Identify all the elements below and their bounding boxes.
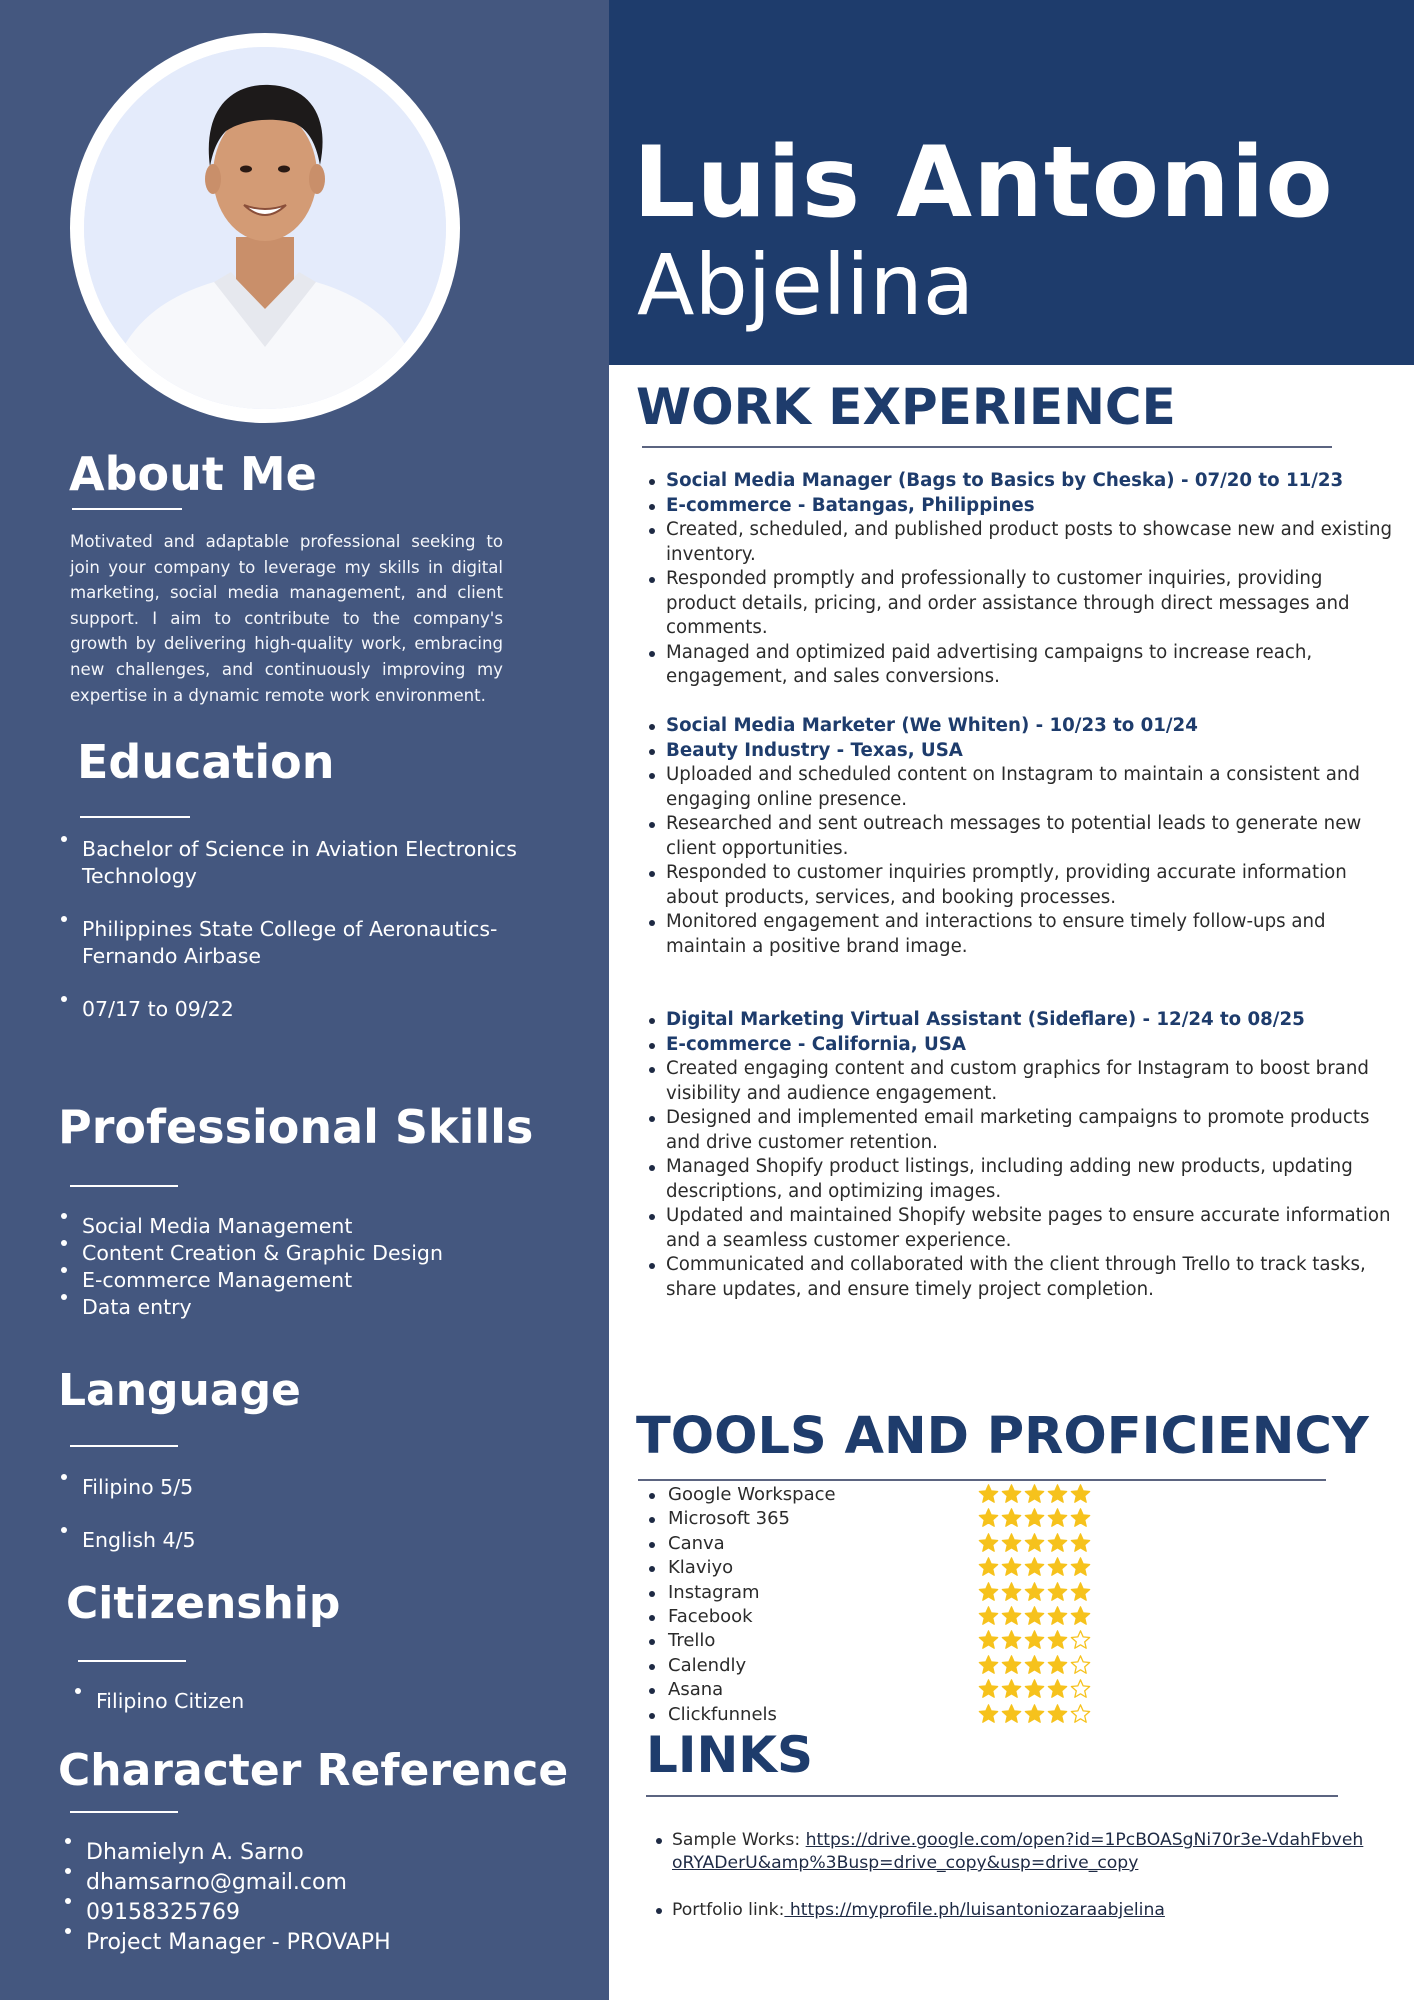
job-duty: Managed and optimized paid advertising campaigns to increase reach, engagement, and sales conversions. <box>646 641 1396 690</box>
rating-stars <box>977 1605 1092 1627</box>
profile-photo <box>84 47 446 409</box>
job-3 <box>646 1008 1396 1302</box>
tool-name: Klaviyo <box>668 1557 734 1579</box>
work-heading: WORK EXPERIENCE <box>636 378 1176 436</box>
tool-name: Facebook <box>668 1605 753 1627</box>
reference-heading: Character Reference <box>58 1745 569 1796</box>
star-filled-icon <box>1046 1678 1069 1700</box>
skills-rule <box>70 1185 178 1187</box>
star-filled-icon <box>977 1507 1000 1529</box>
tool-item <box>646 1507 836 1531</box>
job-duty: Responded to customer inquiries promptly, providing accurate information about products, services, and booking processes. <box>646 861 1386 910</box>
star-filled-icon <box>1000 1654 1023 1676</box>
education-item: 07/17 to 09/22 <box>58 996 578 1023</box>
tool-name: Instagram <box>668 1581 760 1603</box>
rating-stars <box>977 1507 1092 1529</box>
job-sector: Beauty Industry - Texas, USA <box>646 739 1386 764</box>
tool-name: Clickfunnels <box>668 1703 777 1725</box>
links-heading: LINKS <box>646 1726 814 1784</box>
star-filled-icon <box>1023 1654 1046 1676</box>
star-filled-icon <box>977 1556 1000 1578</box>
skill-item: Social Media Management <box>58 1213 578 1240</box>
job-sector: E-commerce - California, USA <box>646 1033 1396 1058</box>
star-filled-icon <box>1023 1483 1046 1505</box>
star-empty-icon <box>1069 1629 1092 1651</box>
tool-item <box>646 1532 836 1556</box>
tool-item <box>646 1703 836 1727</box>
star-empty-icon <box>1069 1654 1092 1676</box>
tool-item <box>646 1654 836 1678</box>
job-duty: Communicated and collaborated with the client through Trello to track tasks, share updates, and ensure timely project completion. <box>646 1253 1396 1302</box>
reference-name: Dhamielyn A. Sarno <box>62 1838 582 1868</box>
education-item: Philippines State College of Aeronautics- Fernando Airbase <box>58 916 578 970</box>
star-filled-icon <box>1046 1483 1069 1505</box>
job-title: Digital Marketing Virtual Assistant (Sideflare) - 12/24 to 08/25 <box>646 1008 1396 1033</box>
person-illustration <box>84 47 446 409</box>
star-filled-icon <box>1069 1483 1092 1505</box>
tool-item <box>646 1629 836 1653</box>
star-filled-icon <box>1069 1507 1092 1529</box>
reference-email: dhamsarno@gmail.com <box>62 1868 582 1898</box>
portfolio-item <box>672 1899 1372 1922</box>
tool-item <box>646 1483 836 1507</box>
star-filled-icon <box>1023 1581 1046 1603</box>
star-filled-icon <box>977 1629 1000 1651</box>
skill-item: E-commerce Management <box>58 1267 578 1294</box>
job-duty: Updated and maintained Shopify website pages to ensure accurate information and a seamless customer experience. <box>646 1204 1396 1253</box>
job-2 <box>646 714 1386 959</box>
name-header <box>609 0 1414 365</box>
rating-stars <box>977 1678 1092 1700</box>
citizenship-rule <box>78 1660 186 1662</box>
star-filled-icon <box>1023 1507 1046 1529</box>
tool-name: Trello <box>668 1630 716 1652</box>
star-filled-icon <box>1000 1483 1023 1505</box>
star-filled-icon <box>1023 1703 1046 1725</box>
star-filled-icon <box>1046 1556 1069 1578</box>
job-duty: Monitored engagement and interactions to ensure timely follow-ups and maintain a positive brand image. <box>646 910 1386 959</box>
star-filled-icon <box>1069 1581 1092 1603</box>
star-filled-icon <box>1069 1605 1092 1627</box>
skill-item: Data entry <box>58 1294 578 1321</box>
reference-phone: 09158325769 <box>62 1898 582 1928</box>
last-name: Abjelina <box>637 236 975 334</box>
star-empty-icon <box>1069 1703 1092 1725</box>
portfolio-label: Portfolio link: <box>672 1900 785 1920</box>
tool-item <box>646 1678 836 1702</box>
star-filled-icon <box>977 1654 1000 1676</box>
job-duty: Managed Shopify product listings, including adding new products, updating descriptions, and optimizing images. <box>646 1155 1396 1204</box>
tool-item <box>646 1605 836 1629</box>
education-heading: Education <box>77 735 335 789</box>
star-filled-icon <box>1023 1532 1046 1554</box>
language-item: English 4/5 <box>58 1527 578 1554</box>
reference-role: Project Manager - PROVAPH <box>62 1928 582 1958</box>
language-item: Filipino 5/5 <box>58 1474 578 1501</box>
first-name: Luis Antonio <box>633 126 1334 240</box>
tool-name: Asana <box>668 1679 724 1701</box>
star-filled-icon <box>1000 1605 1023 1627</box>
skills-list <box>58 1213 578 1321</box>
job-title: Social Media Marketer (We Whiten) - 10/23 to 01/24 <box>646 714 1386 739</box>
language-list <box>58 1474 578 1554</box>
star-filled-icon <box>977 1483 1000 1505</box>
work-rule <box>642 446 1332 448</box>
tools-list <box>646 1483 836 1727</box>
tool-name: Calendly <box>668 1654 747 1676</box>
star-empty-icon <box>1069 1678 1092 1700</box>
reference-list <box>62 1838 582 1958</box>
education-rule <box>80 816 190 818</box>
tool-name: Canva <box>668 1532 725 1554</box>
language-heading: Language <box>58 1365 301 1416</box>
skill-item: Content Creation & Graphic Design <box>58 1240 578 1267</box>
star-filled-icon <box>1046 1581 1069 1603</box>
job-duty: Researched and sent outreach messages to potential leads to generate new client opportunities. <box>646 812 1386 861</box>
job-duty: Designed and implemented email marketing campaigns to promote products and drive customer retention. <box>646 1106 1396 1155</box>
star-filled-icon <box>1046 1703 1069 1725</box>
education-list <box>58 836 578 1023</box>
star-filled-icon <box>1046 1654 1069 1676</box>
star-filled-icon <box>1000 1556 1023 1578</box>
tools-rule <box>638 1479 1326 1481</box>
links-list <box>672 1829 1372 1922</box>
job-duty: Responded promptly and professionally to customer inquiries, providing product details, pricing, and order assistance through direct messages and comments. <box>646 567 1396 641</box>
about-heading: About Me <box>69 447 317 501</box>
rating-stars <box>977 1532 1092 1554</box>
rating-stars <box>977 1629 1092 1651</box>
job-duty: Created engaging content and custom graphics for Instagram to boost brand visibility and audience engagement. <box>646 1057 1396 1106</box>
star-filled-icon <box>1046 1605 1069 1627</box>
rating-stars <box>977 1703 1092 1725</box>
citizenship-list <box>72 1688 572 1715</box>
star-filled-icon <box>1069 1556 1092 1578</box>
star-filled-icon <box>977 1581 1000 1603</box>
portfolio-link[interactable]: https://myprofile.ph/luisantoniozaraabjelina <box>784 1900 1165 1920</box>
job-title: Social Media Manager (Bags to Basics by Cheska) - 07/20 to 11/23 <box>646 469 1396 494</box>
about-rule <box>72 508 182 510</box>
star-filled-icon <box>1023 1629 1046 1651</box>
star-filled-icon <box>1023 1556 1046 1578</box>
job-sector: E-commerce - Batangas, Philippines <box>646 494 1396 519</box>
star-filled-icon <box>977 1703 1000 1725</box>
citizenship-heading: Citizenship <box>66 1578 341 1629</box>
sample-works-item <box>672 1829 1372 1875</box>
star-filled-icon <box>1046 1629 1069 1651</box>
star-filled-icon <box>1046 1507 1069 1529</box>
rating-stars <box>977 1581 1092 1603</box>
job-duty: Created, scheduled, and published product posts to showcase new and existing inventory. <box>646 518 1396 567</box>
tool-name: Microsoft 365 <box>668 1508 790 1530</box>
sample-works-link[interactable]: https://drive.google.com/open?id=1PcBOASgNi70r3e-VdahFbvehoRYADerU&amp%3Busp=drive_copy&usp=drive_copy <box>672 1830 1364 1873</box>
star-filled-icon <box>1000 1507 1023 1529</box>
profile-photo-frame <box>70 33 460 423</box>
reference-rule <box>70 1811 178 1813</box>
language-rule <box>70 1445 178 1447</box>
star-filled-icon <box>977 1678 1000 1700</box>
star-filled-icon <box>1046 1532 1069 1554</box>
links-rule <box>646 1795 1338 1797</box>
tools-heading: TOOLS AND PROFICIENCY <box>636 1407 1369 1466</box>
star-filled-icon <box>977 1532 1000 1554</box>
job-1 <box>646 469 1396 690</box>
star-filled-icon <box>1023 1678 1046 1700</box>
tool-item <box>646 1556 836 1580</box>
job-duty: Uploaded and scheduled content on Instagram to maintain a consistent and engaging online presence. <box>646 763 1386 812</box>
skills-heading: Professional Skills <box>58 1100 534 1154</box>
about-text: Motivated and adaptable professional seeking to join your company to leverage my skills in digital marketing, social media management, and client support. I aim to contribute to the company's growth by delivering high-quality work, embracing new challenges, and continuously improving my expertise in a dynamic remote work environment. <box>70 532 503 705</box>
education-item: Bachelor of Science in Aviation Electronics Technology <box>58 836 578 890</box>
star-filled-icon <box>1000 1581 1023 1603</box>
tool-name: Google Workspace <box>668 1484 836 1505</box>
tool-item <box>646 1581 836 1605</box>
star-filled-icon <box>1000 1703 1023 1725</box>
rating-stars <box>977 1483 1092 1505</box>
star-filled-icon <box>1000 1532 1023 1554</box>
sidebar <box>0 0 609 2000</box>
star-filled-icon <box>1069 1532 1092 1554</box>
star-filled-icon <box>1000 1629 1023 1651</box>
rating-stars <box>977 1654 1092 1676</box>
star-filled-icon <box>1023 1605 1046 1627</box>
citizenship-item: Filipino Citizen <box>72 1688 572 1715</box>
sample-works-label: Sample Works: <box>672 1830 806 1850</box>
star-filled-icon <box>977 1605 1000 1627</box>
star-filled-icon <box>1000 1678 1023 1700</box>
rating-stars <box>977 1556 1092 1578</box>
